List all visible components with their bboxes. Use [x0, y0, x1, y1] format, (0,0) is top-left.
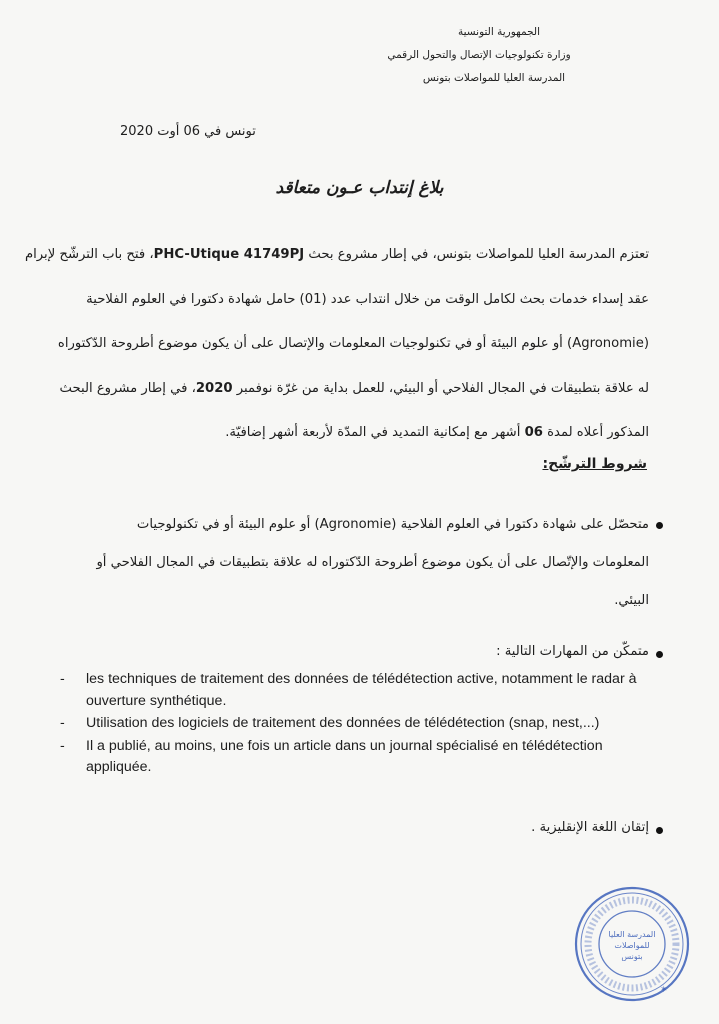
skills-list	[60, 669, 649, 780]
conditions-heading: شروط الترشّح:	[542, 456, 647, 472]
dash-icon: -	[60, 737, 65, 754]
document-title: بلاغ إنتداب عـون متعاقد	[275, 178, 444, 198]
svg-text:المدرسة العليا: المدرسة العليا	[608, 930, 656, 939]
letterhead	[309, 25, 649, 85]
condition-item-english	[531, 820, 649, 835]
svg-text:بتونس: بتونس	[621, 952, 643, 961]
bullet-icon	[656, 522, 663, 529]
bullet-icon	[656, 827, 663, 834]
condition-1-line-1: متحصّل على شهادة دكتورا في العلوم الفلاحية (Agronomie) أو علوم البيئة أو في تكنولوجيات	[136, 517, 649, 532]
condition-item-degree	[40, 506, 649, 620]
condition-1-line-2: المعلومات والإتّصال على أن يكون موضوع أطروحة الدّكتوراه له علاقة بتطبيقات في المجال الفلاحي أو	[96, 555, 649, 570]
condition-item-skills	[496, 644, 649, 659]
intro-line-5: المذكور أعلاه لمدة 06 أشهر مع إمكانية التمديد في المدّة لأربعة أشهر إضافيّة.	[225, 425, 649, 440]
condition-1-line-3: البيئي.	[614, 593, 649, 608]
dash-icon: -	[60, 715, 65, 731]
project-code: PHC-Utique 41749PJ	[153, 247, 305, 262]
list-item: - Il a publié, au moins, une fois un article dans un journal spécialisé en télédétection appliquée.	[60, 737, 603, 775]
letterhead-republic: الجمهورية التونسية	[458, 26, 540, 38]
condition-2-text: متمكّن من المهارات التالية :	[496, 644, 649, 659]
condition-3-text: إتقان اللغة الإنقليزية .	[531, 820, 649, 835]
svg-text:للمواصلات: للمواصلات	[614, 941, 650, 950]
bullet-icon	[656, 651, 663, 658]
list-item: - Utilisation des logiciels de traitement des données de télédétection (snap, nest,...)	[60, 713, 649, 735]
svg-text:✶: ✶	[660, 985, 668, 995]
intro-paragraph	[24, 233, 649, 456]
dash-icon: -	[60, 671, 65, 687]
intro-line-4: له علاقة بتطبيقات في المجال الفلاحي أو البيئي، للعمل بداية من غرّة نوفمبر 2020، في إطار مشروع البحث	[59, 380, 649, 396]
list-item: - les techniques de traitement des données de télédétection active, notamment le radar à ouverture synthétique.	[60, 671, 637, 709]
letterhead-school: المدرسة العليا للمواصلات بتونس	[422, 72, 566, 84]
official-stamp	[572, 884, 692, 1004]
document-date: تونس في 06 أوت 2020	[120, 124, 256, 139]
intro-line-3: (Agronomie) أو علوم البيئة أو في تكنولوجيات المعلومات والإتصال على أن يكون موضوع أطروحة الدّكتوراه	[57, 336, 649, 351]
intro-line-2: عقد إسداء خدمات بحث لكامل الوقت من خلال انتداب عدد (01) حامل شهادة دكتورا في العلوم الفلاحية	[86, 291, 649, 307]
letterhead-ministry: وزارة تكنولوجيات الإتصال والتحول الرقمي	[387, 49, 571, 61]
intro-line-1: تعتزم المدرسة العليا للمواصلات بتونس، في إطار مشروع بحث PHC-Utique 41749PJ، فتح باب الترشّح لإبرام	[24, 247, 649, 262]
